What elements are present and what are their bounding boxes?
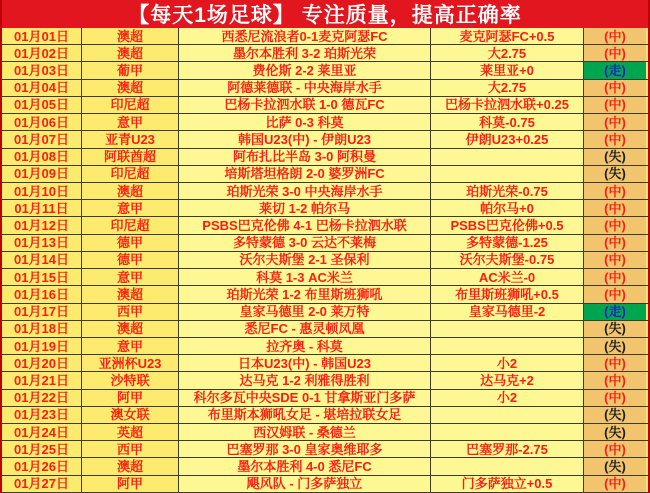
table-row bbox=[2, 321, 648, 338]
date-cell: 01月18日 bbox=[2, 321, 82, 337]
result-badge: (失) bbox=[584, 166, 646, 182]
league-cell: 英超 bbox=[82, 424, 179, 440]
date-cell: 01月01日 bbox=[2, 28, 82, 44]
date-cell: 01月24日 bbox=[2, 424, 82, 440]
pick-cell: 麦克阿瑟FC+0.5 bbox=[431, 28, 584, 44]
league-cell: 意甲 bbox=[82, 114, 179, 130]
result-badge: (中) bbox=[584, 390, 646, 406]
league-cell: 意甲 bbox=[82, 200, 179, 216]
league-cell: 印尼超 bbox=[82, 217, 179, 233]
date-cell: 01月07日 bbox=[2, 131, 82, 147]
match-cell: 珀斯光荣 3-0 中央海岸水手 bbox=[179, 183, 431, 199]
result-badge: (中) bbox=[584, 372, 646, 388]
date-cell: 01月06日 bbox=[2, 114, 82, 130]
table-row bbox=[2, 476, 648, 493]
table-row bbox=[2, 458, 648, 475]
result-badge: (中) bbox=[584, 286, 646, 302]
result-badge: (走) bbox=[584, 304, 646, 320]
pick-cell bbox=[431, 407, 584, 423]
match-cell: 达马克 1-2 利雅得胜利 bbox=[179, 372, 431, 388]
pick-cell: 沃尔夫斯堡-0.75 bbox=[431, 252, 584, 268]
match-cell: 西悉尼流浪者0-1麦克阿瑟FC bbox=[179, 28, 431, 44]
pick-cell: 布里斯班狮吼+0.5 bbox=[431, 286, 584, 302]
pick-cell bbox=[431, 458, 584, 474]
league-cell: 意甲 bbox=[82, 269, 179, 285]
date-cell: 01月05日 bbox=[2, 97, 82, 113]
pick-cell: 大2.75 bbox=[431, 80, 584, 96]
date-cell: 01月26日 bbox=[2, 458, 82, 474]
league-cell: 澳超 bbox=[82, 286, 179, 302]
date-cell: 01月25日 bbox=[2, 441, 82, 457]
league-cell: 阿甲 bbox=[82, 476, 179, 492]
match-cell: 比萨 0-3 科莫 bbox=[179, 114, 431, 130]
result-badge: (中) bbox=[584, 476, 646, 492]
match-cell: 巴杨卡拉泗水联 1-0 德瓦FC bbox=[179, 97, 431, 113]
pick-cell: 科莫-0.75 bbox=[431, 114, 584, 130]
result-badge: (中) bbox=[584, 355, 646, 371]
result-badge: (中) bbox=[584, 28, 646, 44]
table-row bbox=[2, 131, 648, 148]
league-cell: 澳超 bbox=[82, 183, 179, 199]
date-cell: 01月22日 bbox=[2, 390, 82, 406]
league-cell: 西甲 bbox=[82, 441, 179, 457]
date-cell: 01月14日 bbox=[2, 252, 82, 268]
pick-cell: 皇家马德里-2 bbox=[431, 304, 584, 320]
match-cell: 费伦斯 2-2 莱里亚 bbox=[179, 62, 431, 78]
league-cell: 阿甲 bbox=[82, 390, 179, 406]
pick-cell: 帕尔马+0 bbox=[431, 200, 584, 216]
date-cell: 01月23日 bbox=[2, 407, 82, 423]
table-row bbox=[2, 407, 648, 424]
date-cell: 01月19日 bbox=[2, 338, 82, 354]
league-cell: 印尼超 bbox=[82, 166, 179, 182]
league-cell: 澳超 bbox=[82, 458, 179, 474]
match-cell: 科尔多瓦中央SDE 0-1 甘拿斯亚门多萨 bbox=[179, 390, 431, 406]
table-row bbox=[2, 183, 648, 200]
league-cell: 澳超 bbox=[82, 45, 179, 61]
date-cell: 01月10日 bbox=[2, 183, 82, 199]
table-row bbox=[2, 252, 648, 269]
pick-cell: 多特蒙德-1.25 bbox=[431, 235, 584, 251]
league-cell: 澳超 bbox=[82, 80, 179, 96]
match-cell: 日本U23(中) - 韩国U23 bbox=[179, 355, 431, 371]
match-cell: 墨尔本胜利 4-0 悉尼FC bbox=[179, 458, 431, 474]
pick-cell: 小2 bbox=[431, 355, 584, 371]
date-cell: 01月21日 bbox=[2, 372, 82, 388]
result-badge: (中) bbox=[584, 183, 646, 199]
pick-cell: 莱里亚+0 bbox=[431, 62, 584, 78]
table-row bbox=[2, 235, 648, 252]
league-cell: 西甲 bbox=[82, 304, 179, 320]
result-badge: (失) bbox=[584, 321, 646, 337]
result-badge: (中) bbox=[584, 252, 646, 268]
table-row bbox=[2, 62, 648, 79]
result-badge: (走) bbox=[584, 62, 646, 78]
league-cell: 印尼超 bbox=[82, 97, 179, 113]
match-cell: 莱切 1-2 帕尔马 bbox=[179, 200, 431, 216]
result-badge: (中) bbox=[584, 45, 646, 61]
date-cell: 01月20日 bbox=[2, 355, 82, 371]
result-badge: (中) bbox=[584, 200, 646, 216]
match-cell: 韩国U23(中) - 伊朗U23 bbox=[179, 131, 431, 147]
result-badge: (失) bbox=[584, 458, 646, 474]
table-row bbox=[2, 355, 648, 372]
pick-cell bbox=[431, 321, 584, 337]
pick-cell bbox=[431, 338, 584, 354]
result-badge: (中) bbox=[584, 80, 646, 96]
match-cell: 悉尼FC - 惠灵顿凤凰 bbox=[179, 321, 431, 337]
table-row bbox=[2, 338, 648, 355]
page-title: 【每天1场足球】 专注质量，提高正确率 bbox=[2, 0, 648, 28]
match-cell: 多特蒙德 3-0 云达不莱梅 bbox=[179, 235, 431, 251]
date-cell: 01月08日 bbox=[2, 149, 82, 165]
pick-cell bbox=[431, 166, 584, 182]
match-cell: 墨尔本胜利 3-2 珀斯光荣 bbox=[179, 45, 431, 61]
pick-cell: 珀斯光荣-0.75 bbox=[431, 183, 584, 199]
match-cell: 西汉姆联 - 桑德兰 bbox=[179, 424, 431, 440]
league-cell: 葡甲 bbox=[82, 62, 179, 78]
table-row bbox=[2, 166, 648, 183]
table-row bbox=[2, 372, 648, 389]
date-cell: 01月17日 bbox=[2, 304, 82, 320]
match-cell: 科莫 1-3 AC米兰 bbox=[179, 269, 431, 285]
match-cell: 飓风队 - 门多萨独立 bbox=[179, 476, 431, 492]
league-cell: 德甲 bbox=[82, 235, 179, 251]
pick-cell: 大2.75 bbox=[431, 45, 584, 61]
match-cell: 布里斯本狮吼女足 - 堪培拉联女足 bbox=[179, 407, 431, 423]
result-badge: (中) bbox=[584, 441, 646, 457]
pick-cell: AC米兰-0 bbox=[431, 269, 584, 285]
league-cell: 澳女联 bbox=[82, 407, 179, 423]
pick-cell: 门多萨独立+0.5 bbox=[431, 476, 584, 492]
pick-cell: 巴杨卡拉泗水联+0.25 bbox=[431, 97, 584, 113]
league-cell: 亚青U23 bbox=[82, 131, 179, 147]
match-cell: 阿布扎比半岛 3-0 阿积曼 bbox=[179, 149, 431, 165]
table-row bbox=[2, 45, 648, 62]
league-cell: 澳超 bbox=[82, 321, 179, 337]
league-cell: 澳超 bbox=[82, 28, 179, 44]
result-badge: (中) bbox=[584, 235, 646, 251]
pick-cell: 伊朗U23+0.25 bbox=[431, 131, 584, 147]
table-row bbox=[2, 286, 648, 303]
result-badge: (中) bbox=[584, 97, 646, 113]
league-cell: 意甲 bbox=[82, 338, 179, 354]
result-badge: (中) bbox=[584, 269, 646, 285]
pick-cell: PSBS巴克伦佛+0.5 bbox=[431, 217, 584, 233]
match-cell: 阿德莱德联 - 中央海岸水手 bbox=[179, 80, 431, 96]
date-cell: 01月09日 bbox=[2, 166, 82, 182]
table-row bbox=[2, 149, 648, 166]
league-cell: 德甲 bbox=[82, 252, 179, 268]
table-row bbox=[2, 217, 648, 234]
table-row bbox=[2, 269, 648, 286]
date-cell: 01月03日 bbox=[2, 62, 82, 78]
table-row bbox=[2, 114, 648, 131]
table-row bbox=[2, 424, 648, 441]
pick-cell bbox=[431, 149, 584, 165]
pick-cell bbox=[431, 424, 584, 440]
table-row bbox=[2, 200, 648, 217]
match-cell: 拉齐奥 - 科莫 bbox=[179, 338, 431, 354]
league-cell: 沙特联 bbox=[82, 372, 179, 388]
date-cell: 01月16日 bbox=[2, 286, 82, 302]
result-badge: (失) bbox=[584, 149, 646, 165]
date-cell: 01月27日 bbox=[2, 476, 82, 492]
league-cell: 阿联酋超 bbox=[82, 149, 179, 165]
table-row bbox=[2, 390, 648, 407]
picks-table bbox=[2, 28, 648, 493]
result-badge: (中) bbox=[584, 114, 646, 130]
match-cell: 巴塞罗那 3-0 皇家奥维耶多 bbox=[179, 441, 431, 457]
table-row bbox=[2, 97, 648, 114]
date-cell: 01月02日 bbox=[2, 45, 82, 61]
table-row bbox=[2, 441, 648, 458]
date-cell: 01月15日 bbox=[2, 269, 82, 285]
result-badge: (中) bbox=[584, 131, 646, 147]
result-badge: (中) bbox=[584, 217, 646, 233]
date-cell: 01月04日 bbox=[2, 80, 82, 96]
pick-cell: 小2 bbox=[431, 390, 584, 406]
date-cell: 01月11日 bbox=[2, 200, 82, 216]
pick-cell: 达马克+2 bbox=[431, 372, 584, 388]
result-badge: (失) bbox=[584, 407, 646, 423]
result-badge: (失) bbox=[584, 424, 646, 440]
match-cell: 珀斯光荣 1-2 布里斯班狮吼 bbox=[179, 286, 431, 302]
match-cell: 皇家马德里 2-0 莱万特 bbox=[179, 304, 431, 320]
match-cell: 培斯塔坦格朗 2-0 婆罗洲FC bbox=[179, 166, 431, 182]
pick-cell: 巴塞罗那-2.75 bbox=[431, 441, 584, 457]
match-cell: 沃尔夫斯堡 2-1 圣保利 bbox=[179, 252, 431, 268]
table-row bbox=[2, 304, 648, 321]
match-cell: PSBS巴克伦佛 4-1 巴杨卡拉泗水联 bbox=[179, 217, 431, 233]
table-row bbox=[2, 28, 648, 45]
date-cell: 01月13日 bbox=[2, 235, 82, 251]
result-badge: (失) bbox=[584, 338, 646, 354]
date-cell: 01月12日 bbox=[2, 217, 82, 233]
league-cell: 亚洲杯U23 bbox=[82, 355, 179, 371]
table-row bbox=[2, 80, 648, 97]
